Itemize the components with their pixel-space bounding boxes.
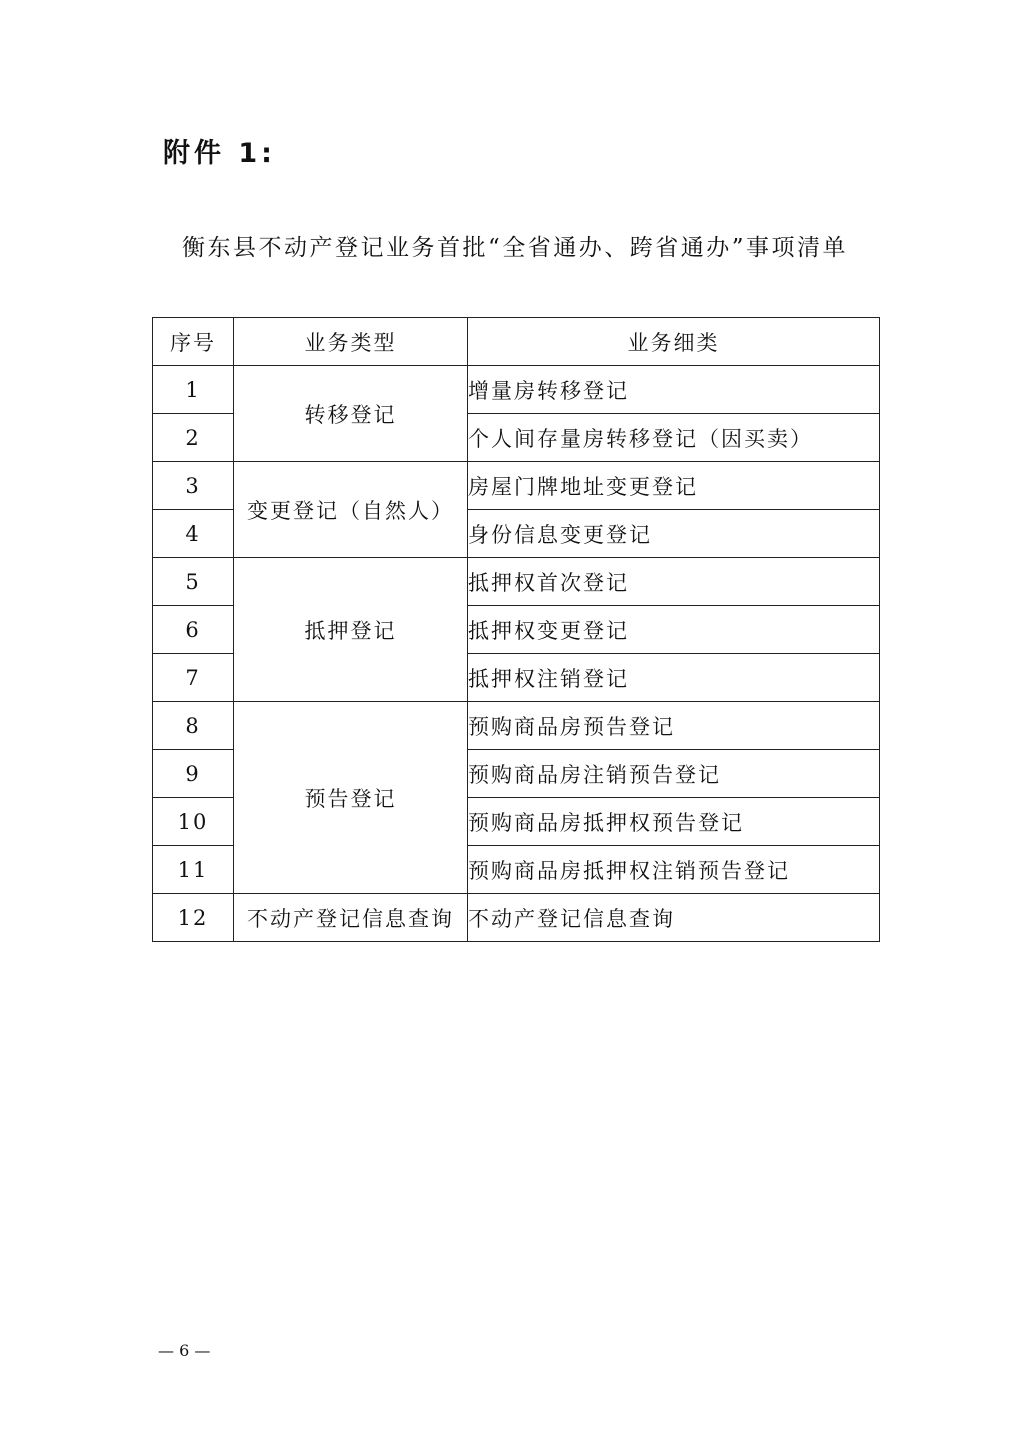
row-number: 8 xyxy=(153,702,234,750)
document-title: 衡东县不动产登记业务首批“全省通办、跨省通办”事项清单 xyxy=(181,235,849,261)
row-number: 7 xyxy=(153,654,234,702)
row-number: 1 xyxy=(153,366,234,414)
row-number: 10 xyxy=(153,798,234,846)
business-detail-cell: 房屋门牌地址变更登记 xyxy=(468,462,880,510)
business-detail-cell: 增量房转移登记 xyxy=(468,366,880,414)
header-business-type: 业务类型 xyxy=(234,318,468,366)
business-detail-cell: 抵押权注销登记 xyxy=(468,654,880,702)
business-detail-cell: 抵押权首次登记 xyxy=(468,558,880,606)
business-detail-cell: 身份信息变更登记 xyxy=(468,510,880,558)
table-row xyxy=(153,462,880,510)
table-row xyxy=(153,894,880,942)
business-detail-cell: 预购商品房预告登记 xyxy=(468,702,880,750)
row-number: 11 xyxy=(153,846,234,894)
business-detail-cell: 抵押权变更登记 xyxy=(468,606,880,654)
table-row xyxy=(153,702,880,750)
item-list-table xyxy=(152,317,880,942)
row-number: 2 xyxy=(153,414,234,462)
row-number: 12 xyxy=(153,894,234,942)
row-number: 6 xyxy=(153,606,234,654)
table-header-row xyxy=(153,318,880,366)
business-detail-cell: 预购商品房注销预告登记 xyxy=(468,750,880,798)
attachment-label: 附件 1: xyxy=(163,138,276,169)
business-detail-cell: 不动产登记信息查询 xyxy=(468,894,880,942)
row-number: 9 xyxy=(153,750,234,798)
table-row xyxy=(153,558,880,606)
business-type-cell: 抵押登记 xyxy=(234,558,468,702)
row-number: 5 xyxy=(153,558,234,606)
business-detail-cell: 预购商品房抵押权注销预告登记 xyxy=(468,846,880,894)
business-type-cell: 转移登记 xyxy=(234,366,468,462)
business-type-cell: 变更登记（自然人） xyxy=(234,462,468,558)
page-number: — 6 — xyxy=(158,1341,211,1360)
header-business-detail: 业务细类 xyxy=(468,318,880,366)
business-type-cell: 预告登记 xyxy=(234,702,468,894)
business-type-cell: 不动产登记信息查询 xyxy=(234,894,468,942)
business-detail-cell: 个人间存量房转移登记（因买卖） xyxy=(468,414,880,462)
row-number: 4 xyxy=(153,510,234,558)
business-detail-cell: 预购商品房抵押权预告登记 xyxy=(468,798,880,846)
header-number: 序号 xyxy=(153,318,234,366)
row-number: 3 xyxy=(153,462,234,510)
table-row xyxy=(153,366,880,414)
